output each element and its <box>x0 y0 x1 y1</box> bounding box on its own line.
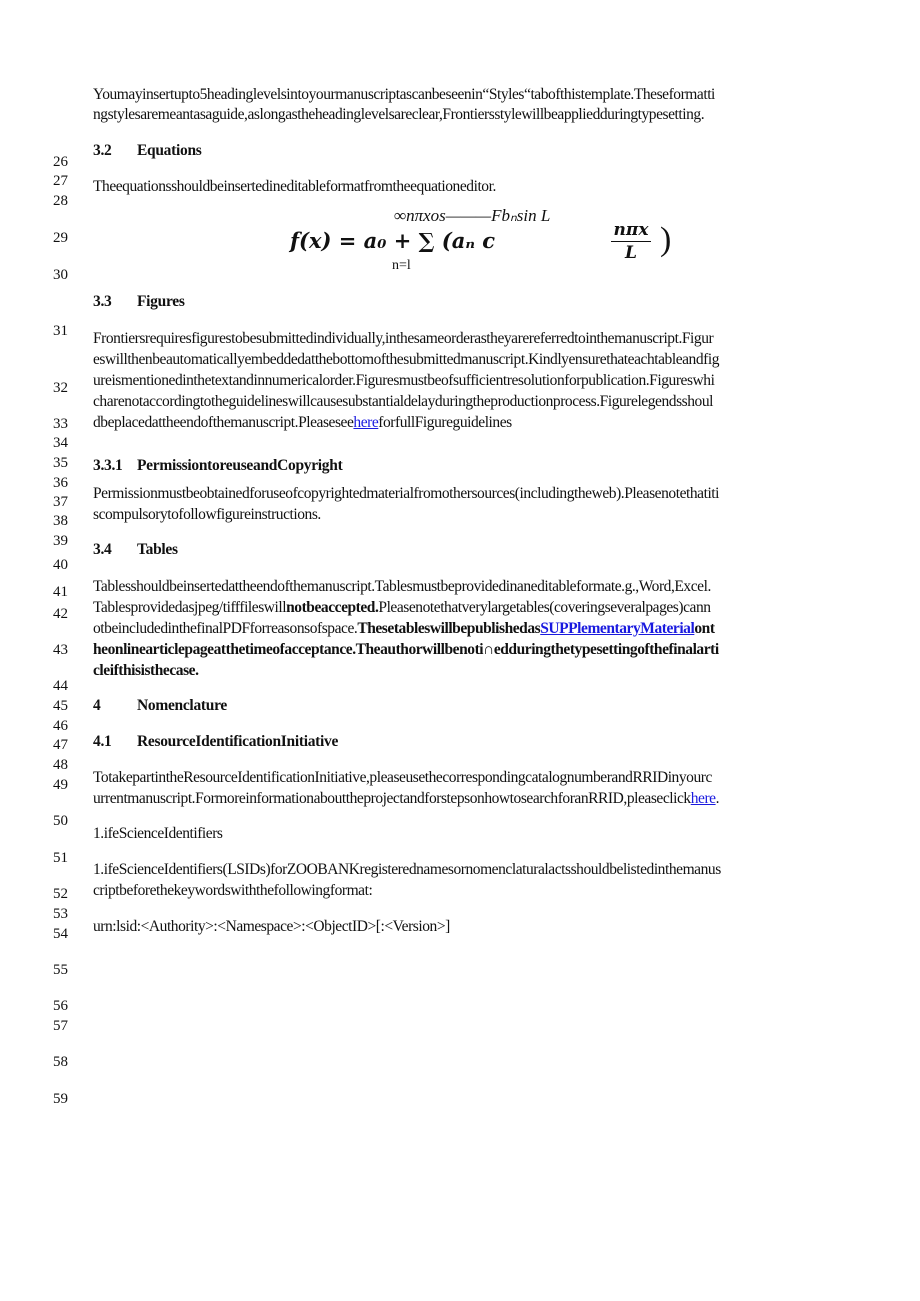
paragraph-line <box>93 577 711 597</box>
section-heading <box>93 292 185 312</box>
line-number: 53 <box>53 906 68 922</box>
heading-number: 3.3.1 <box>93 457 123 474</box>
text-run: . <box>715 790 720 807</box>
text-run: Theequationsshouldbeinsertedineditableformatfromtheequationeditor. <box>93 178 496 195</box>
paragraph-line <box>93 484 719 504</box>
line-number: 34 <box>53 435 68 451</box>
equation-close-paren: ) <box>660 221 672 258</box>
line-number: 38 <box>53 513 68 529</box>
section-heading <box>93 456 342 476</box>
line-number: 45 <box>53 698 68 714</box>
text-run: criptbeforethekeywordswiththefollowingformat: <box>93 882 373 899</box>
paragraph-line <box>93 661 199 681</box>
line-number: 41 <box>53 584 68 600</box>
section-heading <box>93 696 227 716</box>
heading-number: 3.4 <box>93 541 112 558</box>
line-number: 27 <box>53 173 68 189</box>
line-number: 44 <box>53 678 68 694</box>
text-run: heonlinearticlepageatthetimeofacceptance.Theauthorwillbenoti∩edduringthetypesettingofthefinalarti <box>93 641 719 658</box>
paragraph-line <box>93 640 719 660</box>
text-run: Youmayinsertupto5headinglevelsintoyourmanuscriptascanbeseenin“Styles“tabofthistemplate.Theseformatti <box>93 86 715 103</box>
line-number: 31 <box>53 323 68 339</box>
text-run: otbeincludedinthefinalPDFforreasonsofspace. <box>93 620 358 637</box>
line-number: 36 <box>53 475 68 491</box>
line-number: 43 <box>53 642 68 658</box>
paragraph-line <box>93 619 715 639</box>
paragraph-line <box>93 105 704 125</box>
line-number: 35 <box>53 455 68 471</box>
line-number: 51 <box>53 850 68 866</box>
equation-fraction <box>608 220 654 263</box>
paragraph-line <box>93 413 512 433</box>
text-run: ResourceIdentificationInitiative <box>137 733 339 750</box>
line-number: 37 <box>53 494 68 510</box>
fraction-bar <box>611 241 651 242</box>
paragraph-line <box>93 881 372 901</box>
heading-number: 3.3 <box>93 293 112 310</box>
line-number: 40 <box>53 557 68 573</box>
line-number: 50 <box>53 813 68 829</box>
text-run: dbeplacedattheendofthemanuscript.Pleasesee <box>93 414 354 431</box>
section-heading <box>93 732 338 752</box>
equation-upper-limit: ∞nπxos———Fbₙsin L <box>394 206 551 225</box>
line-number: 58 <box>53 1054 68 1070</box>
text-run: urrentmanuscript.FormoreinformationabouttheprojectandforstepsonhowtosearchforanRRID,pleaseclick <box>93 790 691 807</box>
text-run: Permissionmustbeobtainedforuseofcopyrightedmaterialfromothersources(includingtheweb).Pleasenotethatiti <box>93 485 720 502</box>
paragraph-line <box>93 392 713 412</box>
paragraph-line <box>93 824 223 844</box>
paragraph-line <box>93 85 715 105</box>
text-run: Figures <box>137 293 185 310</box>
text-run: Thesetableswillbepublishedas <box>357 620 541 637</box>
text-run: Pleasenotethatverylargetables(coveringseveralpages)cann <box>378 599 711 616</box>
text-run: PermissiontoreuseandCopyright <box>137 457 343 474</box>
line-number: 52 <box>53 886 68 902</box>
paragraph-line <box>93 329 713 349</box>
paragraph-line <box>93 768 712 788</box>
text-run: Tables <box>137 541 178 558</box>
fraction-denominator: L <box>625 243 637 263</box>
line-number: 33 <box>53 416 68 432</box>
text-run: Nomenclature <box>137 697 227 714</box>
line-number: 46 <box>53 718 68 734</box>
fraction-numerator: nπx <box>613 220 649 240</box>
text-run: ureismentionedinthetextandinnumericalorder.Figuresmustbeofsufficientresolutionforpublication.Figureswhi <box>93 372 715 389</box>
line-number: 49 <box>53 777 68 793</box>
text-run: Frontiersrequiresfigurestobesubmittedindividually,inthesameorderastheyarereferredtointhemanuscript.Figur <box>93 330 714 347</box>
line-number: 29 <box>53 230 68 246</box>
text-run: ngstylesaremeantasaguide,aslongastheheadinglevelsareclear,Frontiersstylewillbeappliedduringtypesetting. <box>93 106 705 123</box>
line-number: 55 <box>53 962 68 978</box>
line-number: 30 <box>53 267 68 283</box>
text-run: 1.ifeScienceIdentifiers(LSIDs)forZOOBANKregisterednamesornomenclaturalactsshouldbelistedinthemanus <box>93 861 721 878</box>
heading-number: 3.2 <box>93 142 112 159</box>
paragraph-line <box>93 505 321 525</box>
text-run: scompulsorytofollowfigureinstructions. <box>93 506 321 523</box>
text-run: Equations <box>137 142 202 159</box>
equation-lower-limit: n=l <box>392 258 411 273</box>
line-number: 42 <box>53 606 68 622</box>
text-run: forfullFigureguidelines <box>378 414 512 431</box>
text-run: Tablesprovidedasjpeg/tifffileswill <box>93 599 287 616</box>
paragraph-line <box>93 598 711 618</box>
equation-main: f(x) = a₀ + ∑ (aₙ c <box>290 228 496 253</box>
link[interactable]: here <box>690 790 716 807</box>
paragraph-line <box>93 917 450 937</box>
line-number: 28 <box>53 193 68 209</box>
heading-number: 4.1 <box>93 733 112 750</box>
text-run: 1.ifeScienceIdentifiers <box>93 825 223 842</box>
link[interactable]: here <box>353 414 379 431</box>
line-number: 32 <box>53 380 68 396</box>
fourier-series-equation <box>290 206 710 282</box>
line-number: 56 <box>53 998 68 1014</box>
paragraph-line <box>93 371 714 391</box>
paragraph-line <box>93 177 496 197</box>
text-run: Tablesshouldbeinsertedattheendofthemanuscript.Tablesmustbeprovidedinaneditableformate.g.,Word,Excel. <box>93 578 711 595</box>
link[interactable]: SUPPlementaryMaterial <box>540 620 695 637</box>
section-heading <box>93 540 178 560</box>
text-run: charenotaccordingtotheguidelineswillcausesubstantialdelayduringtheproductionprocess.Figurelegendsshoul <box>93 393 713 410</box>
line-number: 26 <box>53 154 68 170</box>
paragraph-line <box>93 350 719 370</box>
paragraph-line <box>93 860 721 880</box>
line-number: 59 <box>53 1091 68 1107</box>
text-run: cleifthisisthecase. <box>93 662 199 679</box>
text-run: notbeaccepted. <box>286 599 379 616</box>
line-number: 57 <box>53 1018 68 1034</box>
line-number: 54 <box>53 926 68 942</box>
text-run: eswillthenbeautomaticallyembeddedatthebottomofthesubmittedmanuscript.Kindlyensurethateachtableandfig <box>93 351 720 368</box>
heading-number: 4 <box>93 697 101 714</box>
text-run: ont <box>694 620 715 637</box>
section-heading <box>93 141 202 161</box>
text-run: urn:lsid:<Authority>:<Namespace>:<ObjectID>[:<Version>] <box>93 918 450 935</box>
line-number: 39 <box>53 533 68 549</box>
line-number: 47 <box>53 737 68 753</box>
text-run: TotakepartintheResourceIdentificationInitiative,pleaseusethecorrespondingcatalognumberandRRIDinyourc <box>93 769 712 786</box>
paragraph-line <box>93 789 719 809</box>
line-number: 48 <box>53 757 68 773</box>
